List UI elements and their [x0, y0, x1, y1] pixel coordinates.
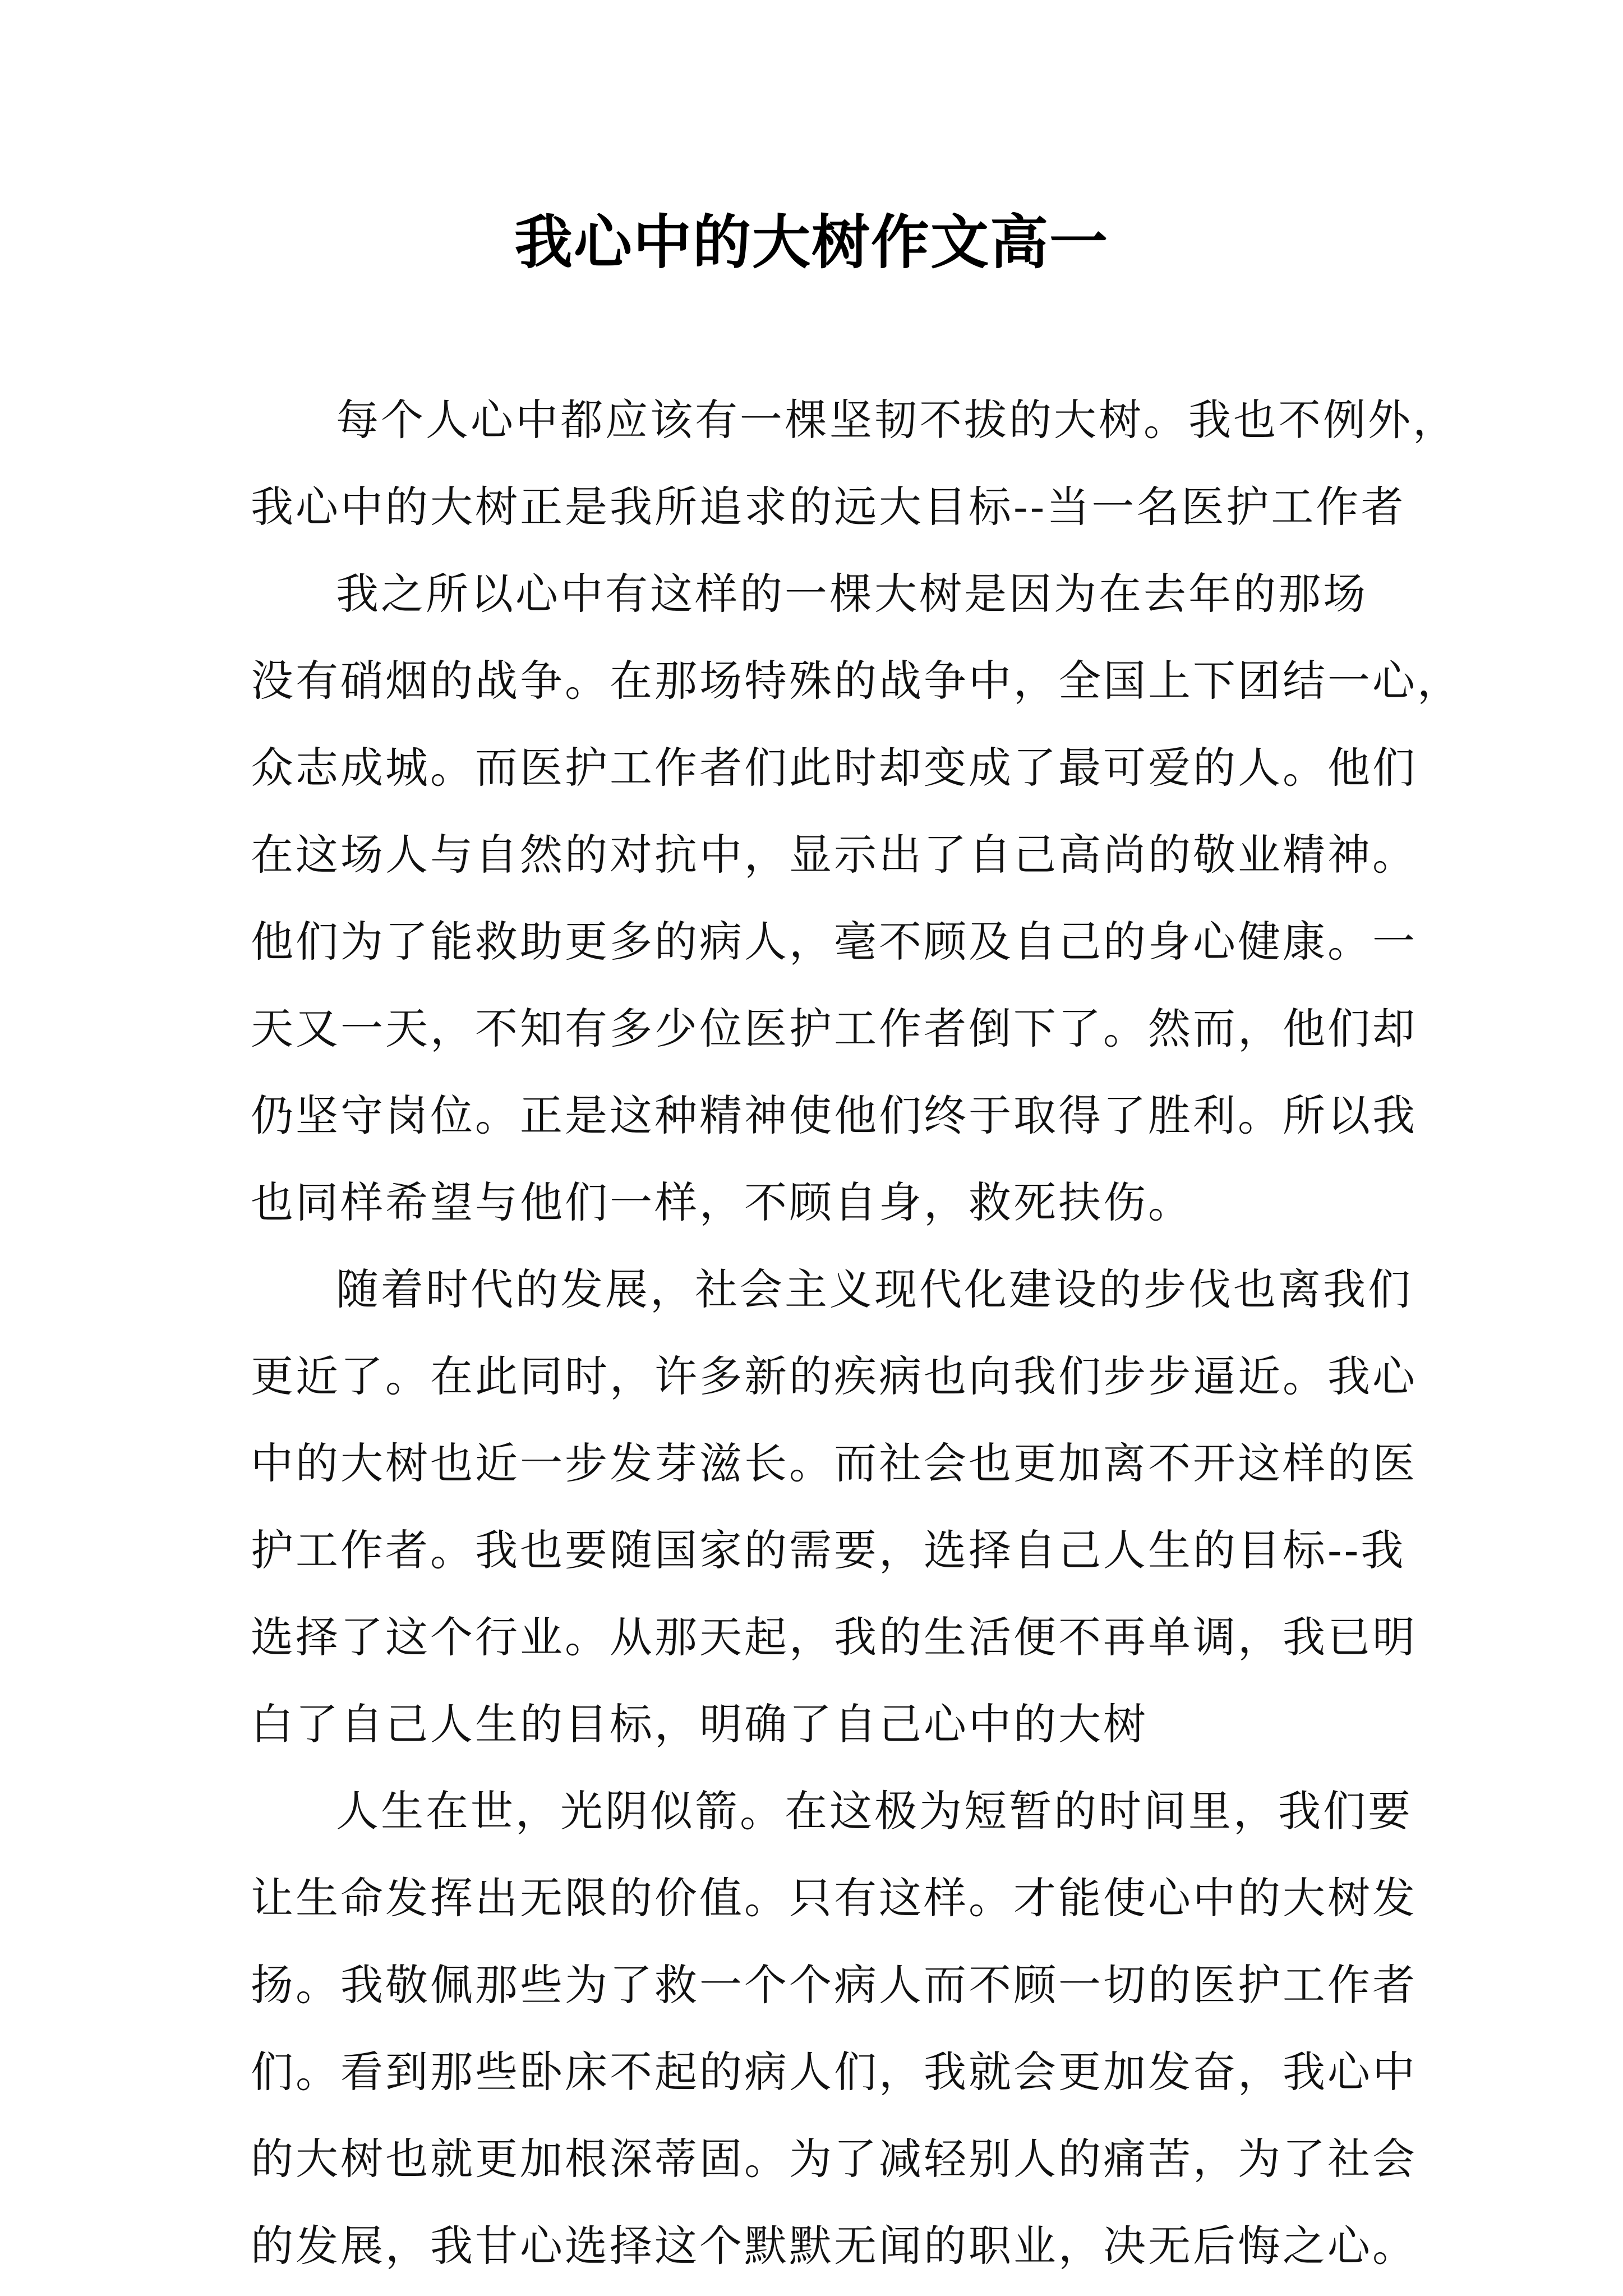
text-line: 也同样希望与他们一样，不顾自身，救死扶伤。 [251, 1177, 1193, 1227]
document-title: 我心中的大树作文高一 [514, 208, 1109, 277]
text-line: 我心中的大树正是我所追求的远大目标--当一名医护工作者 [251, 482, 1406, 532]
text-line: 的大树也就更加根深蒂固。为了减轻别人的痛苦，为了社会 [251, 2134, 1417, 2184]
text-line: 没有硝烟的战争。在那场特殊的战争中，全国上下团结一心， [251, 656, 1462, 706]
paragraph-first-line: 每个人心中都应该有一棵坚韧不拔的大树。我也不例外， [336, 395, 1458, 445]
text-line: 众志成城。而医护工作者们此时却变成了最可爱的人。他们 [251, 743, 1417, 793]
document-body [251, 376, 1462, 2289]
text-line: 在这场人与自然的对抗中，显示出了自己高尚的敬业精神。 [251, 830, 1417, 880]
text-line: 扬。我敬佩那些为了救一个个病人而不顾一切的医护工作者 [251, 1960, 1417, 2010]
text-line: 选择了这个行业。从那天起，我的生活便不再单调，我已明 [251, 1612, 1417, 1662]
paragraph-first-line: 我之所以心中有这样的一棵大树是因为在去年的那场 [336, 569, 1368, 619]
paragraph-first-line: 随着时代的发展，社会主义现代化建设的步伐也离我们 [336, 1264, 1413, 1314]
text-line: 更近了。在此同时，许多新的疾病也向我们步步逼近。我心 [251, 1351, 1417, 1401]
text-line: 护工作者。我也要随国家的需要，选择自己人生的目标--我 [251, 1525, 1406, 1575]
text-line: 让生命发挥出无限的价值。只有这样。才能使心中的大树发 [251, 1873, 1417, 1923]
text-line: 仍坚守岗位。正是这种精神使他们终于取得了胜利。所以我 [251, 1091, 1417, 1140]
text-line: 他们为了能救助更多的病人，毫不顾及自己的身心健康。一 [251, 917, 1417, 967]
text-line: 的发展，我甘心选择这个默默无闻的职业，决无后悔之心。 [251, 2221, 1417, 2271]
text-line: 白了自己人生的目标，明确了自己心中的大树 [251, 1699, 1148, 1749]
text-line: 中的大树也近一步发芽滋长。而社会也更加离不开这样的医 [251, 1438, 1417, 1488]
text-line: 们。看到那些卧床不起的病人们，我就会更加发奋，我心中 [251, 2047, 1417, 2097]
text-line: 天又一天，不知有多少位医护工作者倒下了。然而，他们却 [251, 1004, 1417, 1053]
paragraph-first-line: 人生在世，光阴似箭。在这极为短暂的时间里，我们要 [336, 1786, 1413, 1836]
